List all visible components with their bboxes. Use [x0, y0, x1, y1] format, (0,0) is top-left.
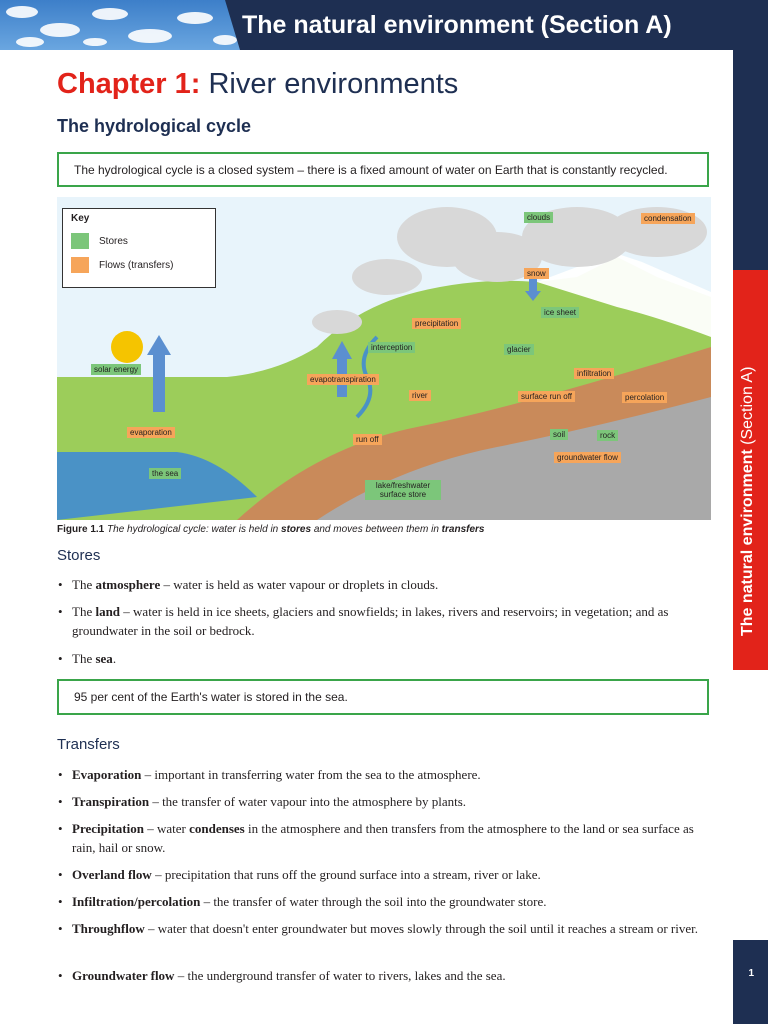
caption-mid: and moves between them in: [313, 524, 439, 535]
label-lake-line2: surface store: [379, 490, 427, 499]
label-interception: interception: [368, 342, 415, 353]
chapter-label: Chapter 1:: [57, 68, 201, 100]
figure-caption: [57, 524, 484, 535]
list-item: • The atmosphere – water is held as water vapour or droplets in clouds.: [57, 575, 717, 594]
section-title: The hydrological cycle: [57, 116, 252, 136]
label-glacier: glacier: [504, 344, 534, 355]
key-stores: Stores: [99, 236, 128, 247]
label-condensation: condensation: [641, 213, 695, 224]
header-title: The natural environment (Section A): [242, 11, 672, 39]
caption-stores: stores: [281, 524, 312, 535]
caption-pre: The hydrological cycle: water is held in: [107, 524, 279, 535]
list-item: • Overland flow – precipitation that runs off the ground surface into a stream, river or lake.: [57, 865, 717, 884]
label-evapotranspiration: evapotranspiration: [307, 374, 379, 385]
label-the-sea: the sea: [149, 468, 181, 479]
side-tab-main: The natural environment: [739, 449, 756, 636]
label-percolation: percolation: [622, 392, 667, 403]
side-band-navy: [733, 50, 768, 270]
caption-transfers: transfers: [441, 524, 485, 535]
caption-fig: Figure 1.1: [57, 524, 105, 535]
list-item: • Transpiration – the transfer of water vapour into the atmosphere by plants.: [57, 792, 717, 811]
figure-key: [62, 208, 216, 288]
label-groundwater-flow: groundwater flow: [554, 452, 621, 463]
label-precipitation: precipitation: [412, 318, 461, 329]
label-surface-run-off: surface run off: [518, 391, 575, 402]
label-lake: [365, 480, 441, 500]
sea-fact-box: [57, 679, 709, 715]
label-infiltration: infiltration: [574, 368, 614, 379]
label-clouds: clouds: [524, 212, 553, 223]
stores-heading: Stores: [57, 547, 101, 564]
chapter-title: [57, 68, 458, 101]
list-item: • Infiltration/percolation – the transfer of water through the soil into the groundwater store.: [57, 892, 717, 911]
label-solar-energy: solar energy: [91, 364, 141, 375]
list-item: • The land – water is held in ice sheets, glaciers and snowfields; in lakes, rivers and reservoirs; in vegetation; and as groundwater in the soil or bedrock.: [57, 602, 717, 640]
side-tab-label: [735, 306, 761, 636]
label-run-off: run off: [353, 434, 382, 445]
label-river: river: [409, 390, 431, 401]
intro-box-text: The hydrological cycle is a closed system – there is a fixed amount of water on Earth that is constantly recycled.: [74, 162, 668, 177]
label-ice-sheet: ice sheet: [541, 307, 579, 318]
chapter-name: River environments: [208, 68, 459, 100]
list-item: • Precipitation – water condenses in the atmosphere and then transfers from the atmosphere to the land or sea surface as rain, hail or snow.: [57, 819, 717, 857]
label-snow: snow: [524, 268, 549, 279]
list-item: • Throughflow – water that doesn't enter groundwater but moves slowly through the soil until it reaches a stream or river.: [57, 919, 717, 938]
intro-box: [57, 152, 709, 187]
list-item: • Evaporation – important in transferring water from the sea to the atmosphere.: [57, 765, 717, 784]
label-rock: rock: [597, 430, 618, 441]
page-number-tab: [733, 940, 768, 1024]
key-title: Key: [71, 213, 90, 224]
side-tab-sub: (Section A): [739, 366, 756, 445]
list-item: • The sea.: [57, 649, 717, 668]
sky-image: [0, 0, 240, 50]
label-evaporation: evaporation: [127, 427, 175, 438]
label-soil: soil: [550, 429, 568, 440]
list-item: • Groundwater flow – the underground transfer of water to rivers, lakes and the sea.: [57, 966, 717, 985]
hydrological-cycle-figure: [57, 197, 711, 520]
store-swatch: [71, 233, 89, 249]
page-header: [0, 0, 768, 50]
transfers-heading: Transfers: [57, 736, 120, 753]
key-flows: Flows (transfers): [99, 260, 174, 271]
page-number: 1: [748, 968, 754, 979]
label-lake-line1: lake/freshwater: [375, 481, 431, 490]
sea-fact-text: 95 per cent of the Earth's water is stored in the sea.: [74, 690, 348, 704]
flow-swatch: [71, 257, 89, 273]
